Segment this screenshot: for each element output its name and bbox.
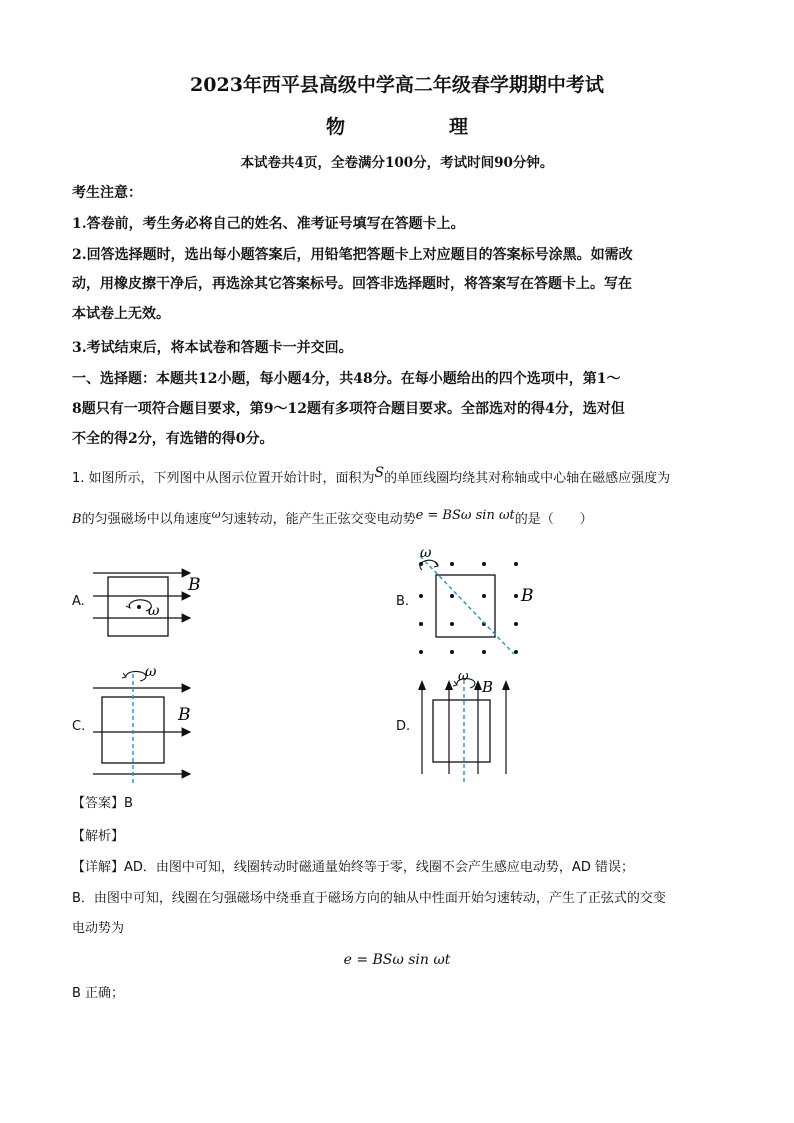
option-d-b-label: B xyxy=(482,678,494,696)
subject-left: 物 xyxy=(325,116,345,138)
answer-formula: e = BSω sin ωt xyxy=(343,952,451,968)
notice-item-2c: 本试卷上无效。 xyxy=(72,306,170,322)
subject-title xyxy=(0,112,794,139)
option-c-omega: ω xyxy=(145,664,157,680)
detail-line-2a: B．由图中可知，线圈在匀强磁场中绕垂直于磁场方向的轴从中性面开始匀速转动，产生了正弦式的交变 xyxy=(72,891,666,906)
exam-title: 2023年西平县高级中学高二年级春学期期中考试 xyxy=(190,74,604,96)
notice-item-1: 1.答卷前，考生务必将自己的姓名、准考证号填写在答题卡上。 xyxy=(72,216,465,232)
option-a-b-label: B xyxy=(188,575,201,595)
option-b-b-label: B xyxy=(521,586,534,606)
section1-line-b: 8题只有一项符合题目要求，第9～12题有多项符合题目要求。全部选对的得4分，选对但 xyxy=(72,401,625,417)
notice-item-3: 3.考试结束后，将本试卷和答题卡一并交回。 xyxy=(72,340,353,356)
option-b-figure xyxy=(408,544,538,660)
option-a-figure xyxy=(88,562,208,642)
detail-line-2b: 电动势为 xyxy=(72,921,125,936)
option-d-label: D. xyxy=(396,719,411,734)
section1-line-a: 一、选择题：本题共12小题，每小题4分，共48分。在每小题给出的四个选项中，第1～ xyxy=(72,371,621,387)
option-c-label: C. xyxy=(72,719,86,734)
answer-line xyxy=(72,793,732,815)
option-a-label: A. xyxy=(72,594,85,609)
option-d-figure xyxy=(412,668,522,784)
option-d-omega: ω xyxy=(458,669,469,684)
conclusion: B 正确； xyxy=(72,986,125,1001)
option-c-figure xyxy=(88,660,208,788)
analysis-label: 【解析】 xyxy=(72,829,125,844)
detail-line-1: 【详解】AD．由图中可知，线圈转动时磁通量始终等于零，线圈不会产生感应电动势，AD 错误； xyxy=(72,860,634,875)
question1-line1: 1. 如图所示，下列图中从图示位置开始计时，面积为S的单匝线圈均绕其对称轴或中心轴在磁感应强度为 xyxy=(72,465,671,486)
answer-value: B xyxy=(124,796,133,811)
option-a-omega: ω xyxy=(148,603,160,619)
exam-info: 本试卷共4页，全卷满分100分，考试时间90分钟。 xyxy=(240,155,554,171)
question1-line2: B的匀强磁场中以角速度$^\omega$匀速转动，能产生正弦交变电动势e = BSω sin ωt的是（ ） xyxy=(72,508,593,527)
option-b-omega: ω xyxy=(420,545,432,561)
section1-line-c: 不全的得2分，有选错的得0分。 xyxy=(72,431,274,447)
option-c-b-label: B xyxy=(178,705,191,725)
option-b-label: B. xyxy=(396,594,410,609)
notice-item-2b: 动，用橡皮擦干净后，再选涂其它答案标号。回答非选择题时，将答案写在答题卡上。写在 xyxy=(72,276,632,292)
answer-label: 【答案】 xyxy=(72,796,125,811)
notice-item-2a: 2.回答选择题时，选出每小题答案后，用铅笔把答题卡上对应题目的答案标号涂黑。如需改 xyxy=(72,247,633,263)
subject-right: 理 xyxy=(449,116,469,138)
notice-heading: 考生注意： xyxy=(72,185,142,201)
